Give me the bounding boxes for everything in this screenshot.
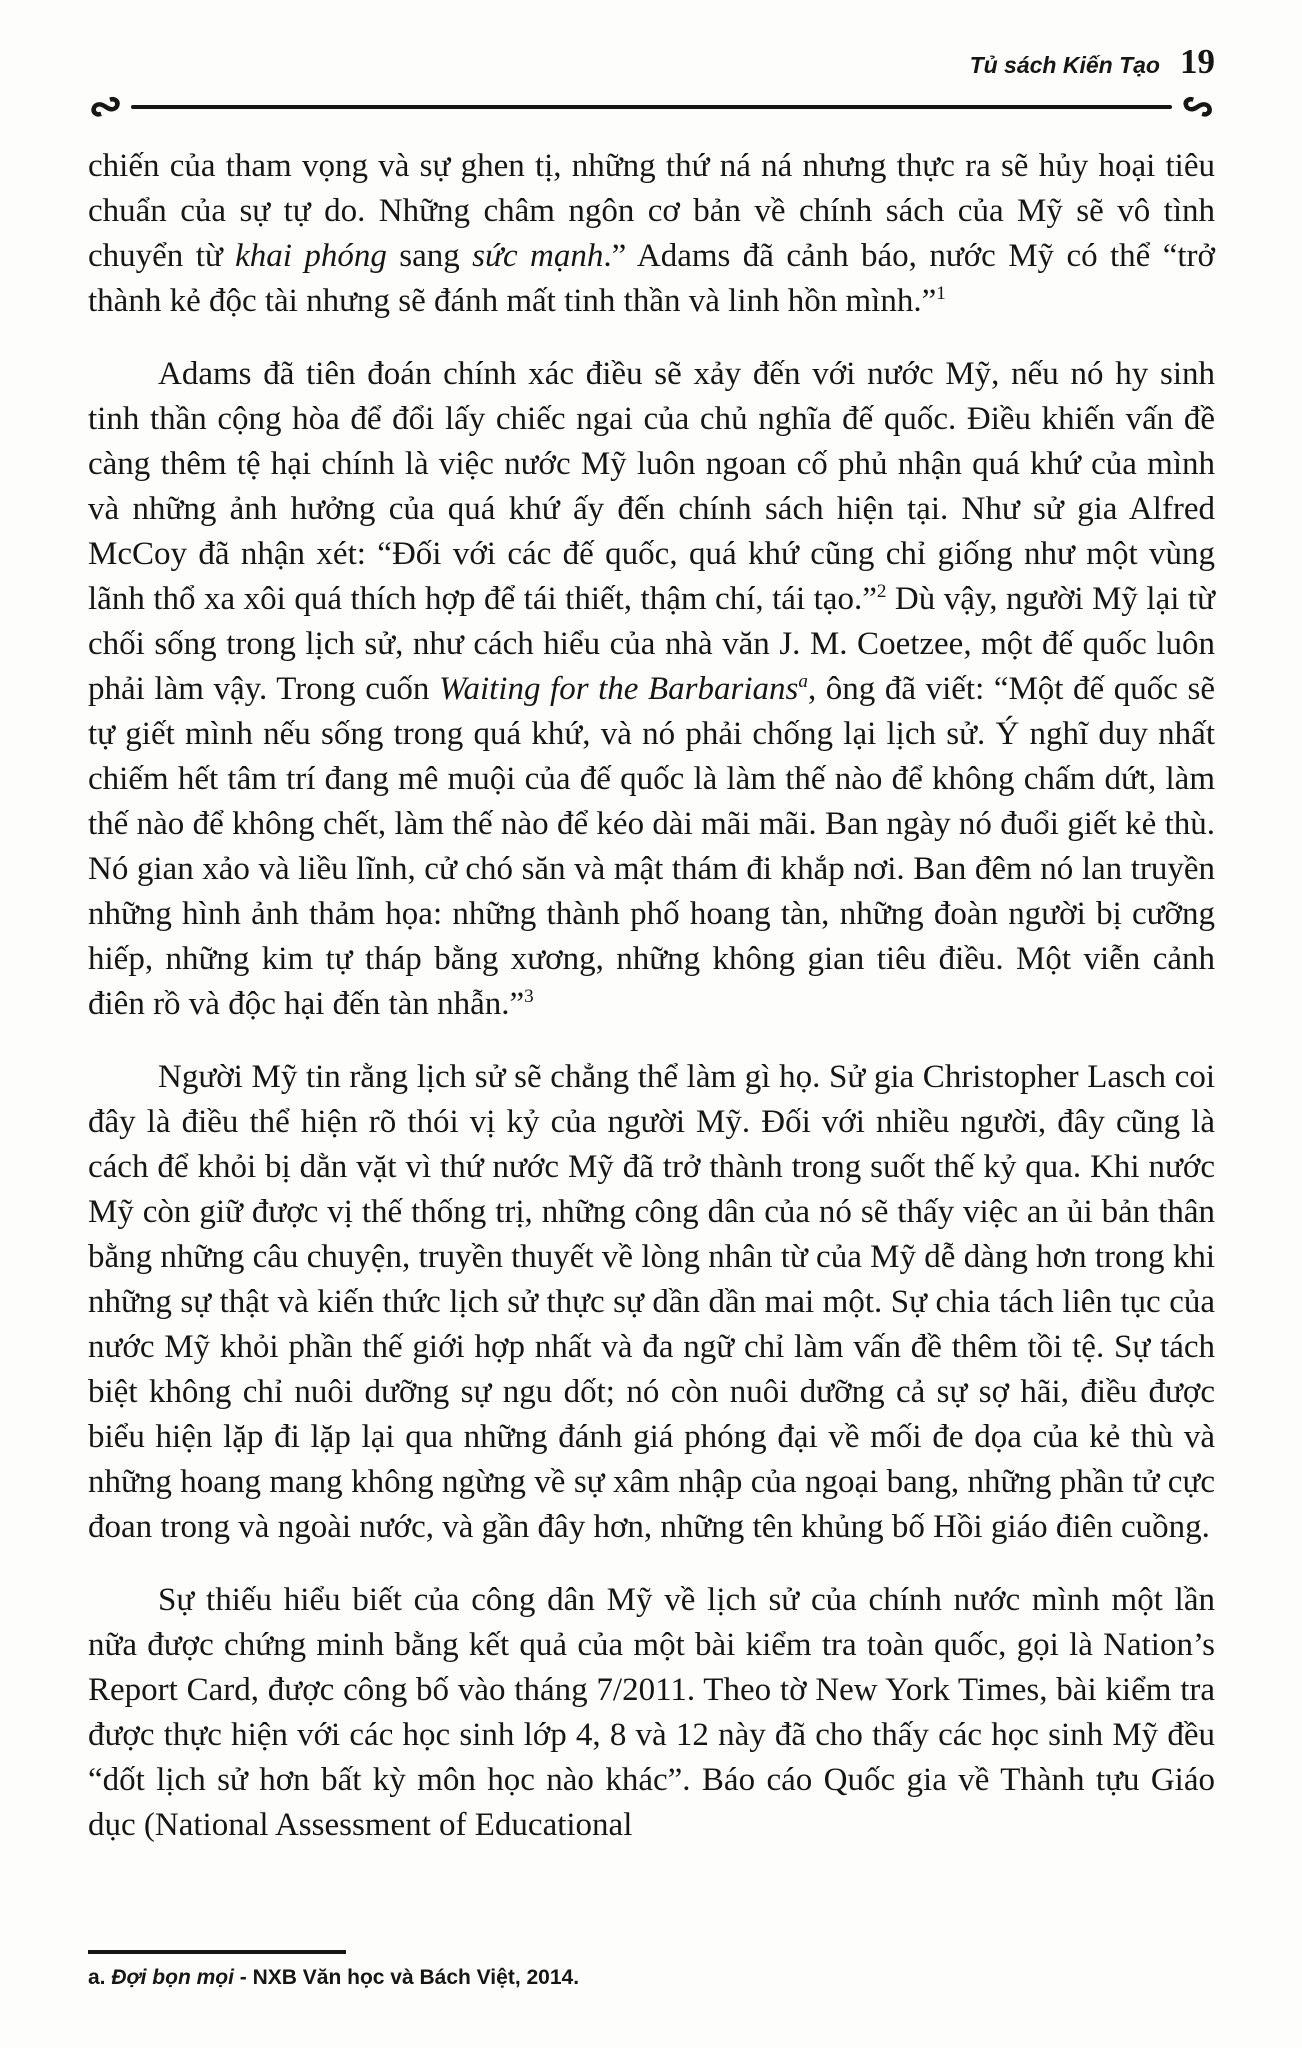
page-number: 19 (1180, 42, 1215, 81)
text-segment: Đợi bọn mọi (111, 1966, 234, 1989)
series-title: Tủ sách Kiến Tạo (969, 52, 1160, 78)
footnote-text (88, 1966, 1215, 1990)
flourish-right-icon: ∾ (1173, 79, 1222, 135)
text-segment: Waiting for the Barbarians (439, 671, 799, 707)
text-segment: Sự thiếu hiểu biết của công dân Mỹ về lịch sử của chính nước mình một lần nữa được chứng minh bằng kết quả của một bài kiểm tra toàn quốc, gọi là Nation’s Report Card, được công bố vào tháng 7/2011. Theo tờ New York Times, bài kiểm tra được thực hiện với các học sinh lớp 4, 8 và 12 này đã cho thấy các học sinh Mỹ đều “dốt lịch sử hơn bất kỳ môn học nào khác”. Báo cáo Quốc gia về Thành tựu Giáo dục (National Assessment of Educational (88, 1582, 1215, 1843)
text-segment: 1 (936, 283, 946, 304)
text-segment: 3 (524, 986, 534, 1007)
text-segment: , ông đã viết: “Một đế quốc sẽ tự giết mình nếu sống trong quá khứ, và nó phải chống lại lịch sử. Ý nghĩ duy nhất chiếm hết tâm trí đang mê muội của đế quốc là làm thế nào để không chấm dứt, làm thế nào để không chết, làm thế nào để kéo dài mãi mãi. Ban ngày nó đuổi giết kẻ thù. Nó gian xảo và liều lĩnh, cử chó săn và mật thám đi khắp nơi. Ban đêm nó lan truyền những hình ảnh thảm họa: những thành phố hoang tàn, những đoàn người bị cưỡng hiếp, những kim tự tháp bằng xương, những không gian tiêu điều. Một viễn cảnh điên rồ và độc hại đến tàn nhẫn.” (88, 671, 1215, 1022)
text-segment: chiến của tham vọng và sự ghen tị, những thứ ná ná nhưng thực ra sẽ hủy hoại tiêu chuẩn của sự tự do. Những châm ngôn cơ bản về chính sách của Mỹ sẽ vô tình chuyển từ (88, 148, 1215, 274)
footnote-section (88, 1950, 1215, 1990)
running-header (88, 42, 1215, 82)
paragraph-continuation (88, 144, 1215, 324)
text-segment: a. (88, 1966, 112, 1989)
text-segment: - NXB Văn học và Bách Việt, 2014. (233, 1966, 580, 1989)
text-segment: 2 (876, 581, 887, 602)
paragraph-adams-prediction (88, 352, 1215, 1027)
text-segment: .” Adams đã cảnh báo, nước Mỹ có thể “trở thành kẻ độc tài nhưng sẽ đánh mất tinh thần và linh hồn mình.” (88, 238, 1215, 319)
text-segment: sức mạnh (472, 238, 604, 274)
footnote-rule (88, 1950, 346, 1954)
flourish-left-icon: ∾ (81, 79, 130, 135)
text-segment: Người Mỹ tin rằng lịch sử sẽ chẳng thể làm gì họ. Sử gia Christopher Lasch coi đây là điều thể hiện rõ thói vị kỷ của người Mỹ. Đối với nhiều người, đây cũng là cách để khỏi bị dằn vặt vì thứ nước Mỹ đã trở thành trong suốt thế kỷ qua. Khi nước Mỹ còn giữ được vị thế thống trị, những công dân của nó sẽ thấy việc an ủi bản thân bằng những câu chuyện, truyền thuyết về lòng nhân từ của Mỹ dễ dàng hơn trong khi những sự thật và kiến thức lịch sử thực sự dần dần mai một. Sự chia tách liên tục của nước Mỹ khỏi phần thế giới hợp nhất và đa ngữ chỉ làm vấn đề thêm tồi tệ. Sự tách biệt không chỉ nuôi dưỡng sự ngu dốt; nó còn nuôi dưỡng cả sự sợ hãi, điều được biểu hiện lặp đi lặp lại qua những đánh giá phóng đại về mối đe dọa của kẻ thù và những hoang mang không ngừng về sự xâm nhập của ngoại bang, những phần tử cực đoan trong và ngoài nước, và gần đây hơn, những tên khủng bố Hồi giáo điên cuồng. (88, 1059, 1215, 1545)
divider-rule (131, 105, 1172, 109)
paragraph-national-test (88, 1578, 1215, 1848)
paragraph-american-history-denial (88, 1055, 1215, 1550)
text-segment: Adams đã tiên đoán chính xác điều sẽ xảy đến với nước Mỹ, nếu nó hy sinh tinh thần cộng hòa để đổi lấy chiếc ngai của chủ nghĩa đế quốc. Điều khiến vấn đề càng thêm tệ hại chính là việc nước Mỹ luôn ngoan cố phủ nhận quá khứ của mình và những ảnh hưởng của quá khứ ấy đến chính sách hiện tại. Như sử gia Alfred McCoy đã nhận xét: “Đối với các đế quốc, quá khứ cũng chỉ giống như một vùng lãnh thổ xa xôi quá thích hợp để tái thiết, thậm chí, tái tạo.” (88, 356, 1215, 617)
text-segment: sang (386, 238, 473, 274)
header-divider (81, 79, 1222, 135)
text-segment: a (798, 671, 808, 692)
text-segment: Dù vậy, người Mỹ lại từ chối sống trong lịch sử, như cách hiểu của nhà văn J. M. Coetzee, một đế quốc luôn phải làm vậy. Trong cuốn (88, 581, 1215, 707)
text-segment: khai phóng (235, 238, 387, 274)
